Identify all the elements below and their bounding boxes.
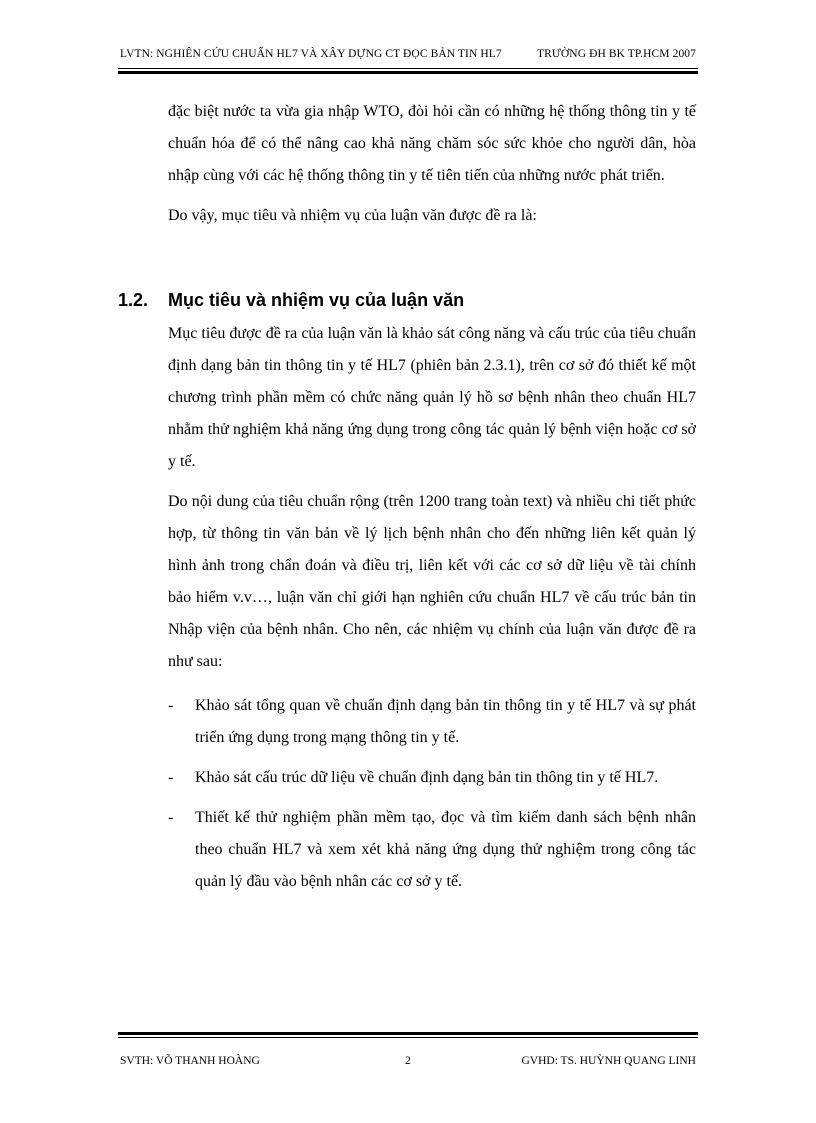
header-rule-thin xyxy=(118,68,698,69)
footer-rule-thin xyxy=(118,1037,698,1038)
list-item-text: Thiết kế thử nghiệm phần mềm tạo, đọc và tìm kiếm danh sách bệnh nhân theo chuẩn HL7 và xem xét khả năng ứng dụng thử nghiệm trong công tác quản lý đầu vào bệnh nhân các cơ sở y tế. xyxy=(195,809,696,890)
section-paragraph-2: Do nội dung của tiêu chuẩn rộng (trên 1200 trang toàn text) và nhiều chi tiết phức hợp, từ thông tin văn bản về lý lịch bệnh nhân cho đến những liên kết quản lý hình ảnh trong chẩn đoán và điều trị, liên kết với các cơ sở dữ liệu về tài chính bảo hiểm v.v…, luận văn chỉ giới hạn nghiên cứu chuẩn HL7 về cấu trúc bản tin Nhập viện của bệnh nhân. Cho nên, các nhiệm vụ chính của luận văn được đề ra như sau: xyxy=(168,493,696,670)
footer-student: SVTH: VÕ THANH HOÀNG xyxy=(120,1055,260,1067)
section-heading xyxy=(118,290,698,311)
bullet-marker: - xyxy=(168,697,174,714)
task-list xyxy=(168,690,696,906)
list-item-text: Khảo sát cấu trúc dữ liệu về chuẩn định dạng bản tin thông tin y tế HL7. xyxy=(195,769,659,786)
intro-text xyxy=(168,96,696,232)
section-body xyxy=(168,318,696,678)
list-item xyxy=(168,762,696,794)
section-number: 1.2. xyxy=(118,290,149,310)
footer-advisor: GVHD: TS. HUỲNH QUANG LINH xyxy=(521,1055,696,1067)
footer-rule-thick xyxy=(118,1032,698,1035)
intro-paragraph-1: đặc biệt nước ta vừa gia nhập WTO, đòi hỏi cần có những hệ thống thông tin y tế chuẩn hóa để có thể nâng cao khả năng chăm sóc sức khỏe cho người dân, hòa nhập cùng với các hệ thống thông tin y tế tiên tiến của những nước phát triển. xyxy=(168,103,696,184)
header-thesis-title: LVTN: NGHIÊN CỨU CHUẨN HL7 VÀ XÂY DỰNG CT ĐỌC BẢN TIN HL7 xyxy=(120,48,502,60)
bullet-marker: - xyxy=(168,809,174,826)
page-number: 2 xyxy=(405,1055,411,1067)
bullet-marker: - xyxy=(168,769,174,786)
header-rule-thick xyxy=(118,71,698,74)
page-header xyxy=(120,48,696,60)
list-item xyxy=(168,802,696,898)
list-item xyxy=(168,690,696,754)
intro-paragraph-2: Do vậy, mục tiêu và nhiệm vụ của luận văn được đề ra là: xyxy=(168,207,537,224)
list-item-text: Khảo sát tổng quan về chuẩn định dạng bản tin thông tin y tế HL7 và sự phát triển ứng dụng trong mạng thông tin y tế. xyxy=(195,697,696,746)
header-university: TRƯỜNG ĐH BK TP.HCM 2007 xyxy=(536,48,696,60)
section-paragraph-1: Mục tiêu được đề ra của luận văn là khảo sát công năng và cấu trúc của tiêu chuẩn định dạng bản tin thông tin y tế HL7 (phiên bản 2.3.1), trên cơ sở đó thiết kế một chương trình phần mềm có chức năng quản lý hồ sơ bệnh nhân theo chuẩn HL7 nhằm thử nghiệm khả năng ứng dụng trong công tác quản lý bệnh viện hoặc cơ sở y tế. xyxy=(168,325,696,470)
section-title: Mục tiêu và nhiệm vụ của luận văn xyxy=(168,290,465,310)
